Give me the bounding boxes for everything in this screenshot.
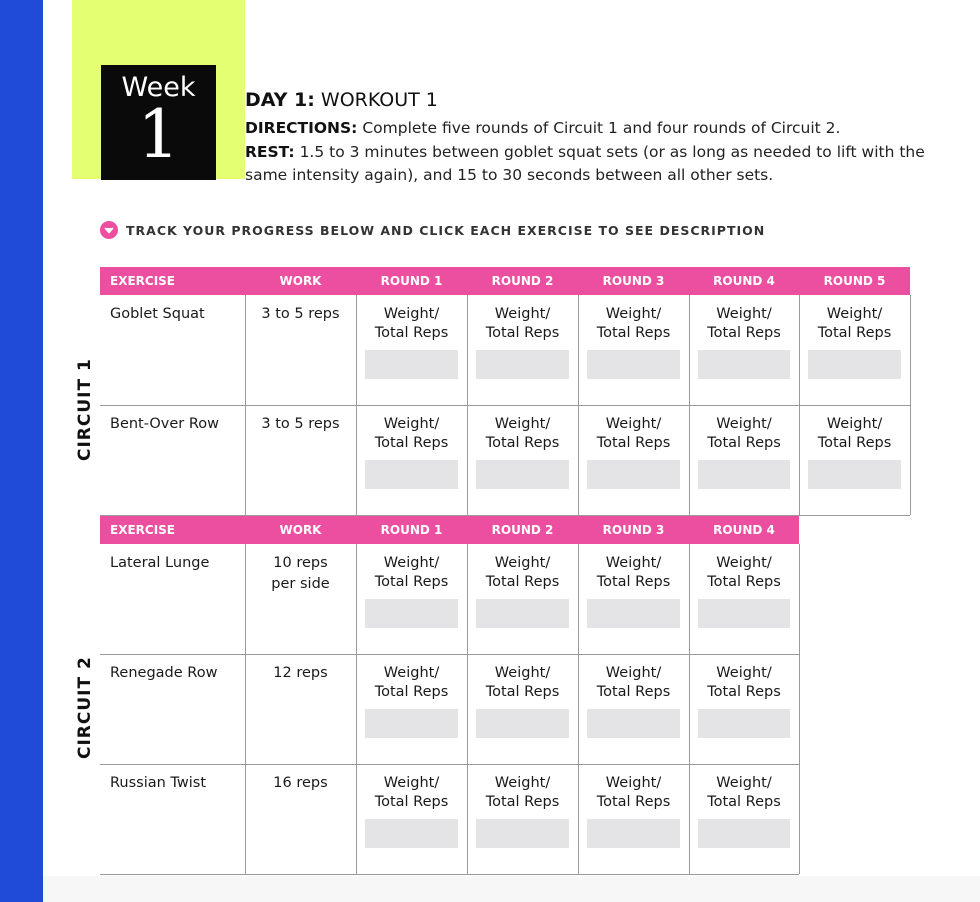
weight-label: Weight/ (383, 306, 440, 322)
column-header: ROUND 1 (380, 523, 443, 537)
exercise-link[interactable]: Renegade Row (110, 665, 218, 681)
column-header: ROUND 1 (380, 274, 443, 288)
round-entry-field[interactable] (587, 599, 680, 628)
weight-label: Weight/ (383, 775, 440, 791)
weight-label: Weight/ (716, 775, 772, 791)
round-entry-field[interactable] (808, 460, 901, 489)
rest-text: 1.5 to 3 minutes between goblet squat sets (or as long as needed to lift with the same intensity again), and 15 to 30 seconds between all other sets. (245, 142, 925, 184)
weight-label: Weight/ (605, 416, 662, 432)
work-value-line2: per side (271, 576, 330, 592)
reps-label: Total Reps (374, 435, 449, 451)
round-entry-field[interactable] (587, 819, 680, 848)
exercise-link[interactable]: Goblet Squat (110, 306, 205, 322)
weight-label: Weight/ (383, 416, 440, 432)
reps-label: Total Reps (485, 574, 560, 590)
weight-label: Weight/ (605, 555, 662, 571)
reps-label: Total Reps (485, 684, 560, 700)
weight-label: Weight/ (716, 555, 772, 571)
grid-line (100, 764, 799, 765)
round-entry-field[interactable] (476, 599, 569, 628)
reps-label: Total Reps (596, 794, 671, 810)
reps-label: Total Reps (485, 435, 560, 451)
exercise-link[interactable]: Bent-Over Row (110, 416, 220, 432)
round-entry-field[interactable] (698, 350, 790, 379)
round-entry-field[interactable] (808, 350, 901, 379)
exercise-link[interactable]: Russian Twist (110, 775, 207, 791)
weight-label: Weight/ (494, 775, 551, 791)
weight-label: Weight/ (383, 665, 440, 681)
bottom-strip (43, 876, 980, 902)
column-header: ROUND 4 (713, 274, 775, 288)
column-header: EXERCISE (110, 274, 175, 288)
reps-label: Total Reps (374, 325, 449, 341)
track-progress-banner (100, 221, 765, 239)
weight-label: Weight/ (826, 416, 883, 432)
grid-line (799, 544, 800, 874)
column-header: ROUND 2 (491, 523, 554, 537)
reps-label: Total Reps (707, 435, 781, 451)
work-value: 10 reps (273, 555, 328, 571)
reps-label: Total Reps (596, 574, 671, 590)
round-entry-field[interactable] (476, 819, 569, 848)
grid-line (578, 544, 579, 874)
reps-label: Total Reps (374, 794, 449, 810)
round-entry-field[interactable] (698, 599, 790, 628)
column-header: ROUND 3 (602, 523, 665, 537)
grid-line (467, 544, 468, 874)
column-header: ROUND 2 (491, 274, 554, 288)
page-title (245, 88, 438, 112)
weight-label: Weight/ (826, 306, 883, 322)
round-entry-field[interactable] (698, 819, 790, 848)
circuit2-header-row (100, 516, 799, 544)
round-entry-field[interactable] (365, 460, 458, 489)
round-entry-field[interactable] (587, 709, 680, 738)
weight-label: Weight/ (605, 306, 662, 322)
directions-label: DIRECTIONS: (245, 119, 358, 137)
reps-label: Total Reps (707, 794, 781, 810)
reps-label: Total Reps (817, 435, 892, 451)
round-entry-field[interactable] (698, 709, 790, 738)
reps-label: Total Reps (596, 325, 671, 341)
reps-label: Total Reps (596, 684, 671, 700)
weight-label: Weight/ (494, 416, 551, 432)
work-value: 3 to 5 reps (261, 306, 340, 322)
reps-label: Total Reps (374, 574, 449, 590)
round-entry-field[interactable] (476, 350, 569, 379)
round-entry-field[interactable] (587, 460, 680, 489)
column-header: WORK (279, 523, 322, 537)
column-header: ROUND 3 (602, 274, 665, 288)
weight-label: Weight/ (716, 306, 772, 322)
grid-line (100, 654, 799, 655)
circuit-1-label: CIRCUIT 1 (75, 358, 95, 461)
circuit1-header-row (100, 267, 910, 295)
grid-line (356, 544, 357, 874)
round-entry-field[interactable] (365, 819, 458, 848)
weight-label: Weight/ (605, 665, 662, 681)
day-label: DAY 1: (245, 89, 315, 111)
grid-line (689, 544, 690, 874)
round-entry-field[interactable] (587, 350, 680, 379)
grid-line (910, 295, 911, 515)
round-entry-field[interactable] (476, 709, 569, 738)
week-number: 1 (137, 96, 180, 173)
round-entry-field[interactable] (476, 460, 569, 489)
round-entry-field[interactable] (698, 460, 790, 489)
directions-block (245, 117, 925, 188)
rest-label: REST: (245, 142, 295, 161)
reps-label: Total Reps (596, 435, 671, 451)
reps-label: Total Reps (485, 325, 560, 341)
reps-label: Total Reps (374, 684, 449, 700)
week-badge (101, 65, 216, 180)
weight-label: Weight/ (716, 416, 772, 432)
exercise-link[interactable]: Lateral Lunge (110, 555, 210, 571)
weight-label: Weight/ (605, 775, 662, 791)
workout-title: WORKOUT 1 (320, 89, 438, 111)
reps-label: Total Reps (707, 325, 781, 341)
grid-line (100, 405, 910, 406)
round-entry-field[interactable] (365, 599, 458, 628)
reps-label: Total Reps (485, 794, 560, 810)
round-entry-field[interactable] (365, 709, 458, 738)
column-header: ROUND 4 (713, 523, 775, 537)
left-accent-bar (0, 0, 43, 902)
track-progress-text: TRACK YOUR PROGRESS BELOW AND CLICK EACH EXERCISE TO SEE DESCRIPTION (126, 222, 766, 238)
weight-label: Weight/ (494, 555, 551, 571)
circuit-2-label: CIRCUIT 2 (75, 656, 95, 759)
column-header: WORK (279, 274, 322, 288)
reps-label: Total Reps (817, 325, 892, 341)
weight-label: Weight/ (494, 665, 551, 681)
work-value: 16 reps (273, 775, 328, 791)
weight-label: Weight/ (716, 665, 772, 681)
weight-label: Weight/ (494, 306, 551, 322)
chevron-down-icon (100, 221, 118, 239)
column-header: ROUND 5 (823, 274, 886, 288)
reps-label: Total Reps (707, 574, 781, 590)
week-word: Week (121, 72, 196, 103)
work-value: 3 to 5 reps (261, 416, 340, 432)
reps-label: Total Reps (707, 684, 781, 700)
work-value: 12 reps (273, 665, 328, 681)
weight-label: Weight/ (383, 555, 440, 571)
directions-text: Complete five rounds of Circuit 1 and four rounds of Circuit 2. (362, 119, 841, 137)
grid-line (100, 874, 799, 875)
round-entry-field[interactable] (365, 350, 458, 379)
column-header: EXERCISE (110, 523, 175, 537)
